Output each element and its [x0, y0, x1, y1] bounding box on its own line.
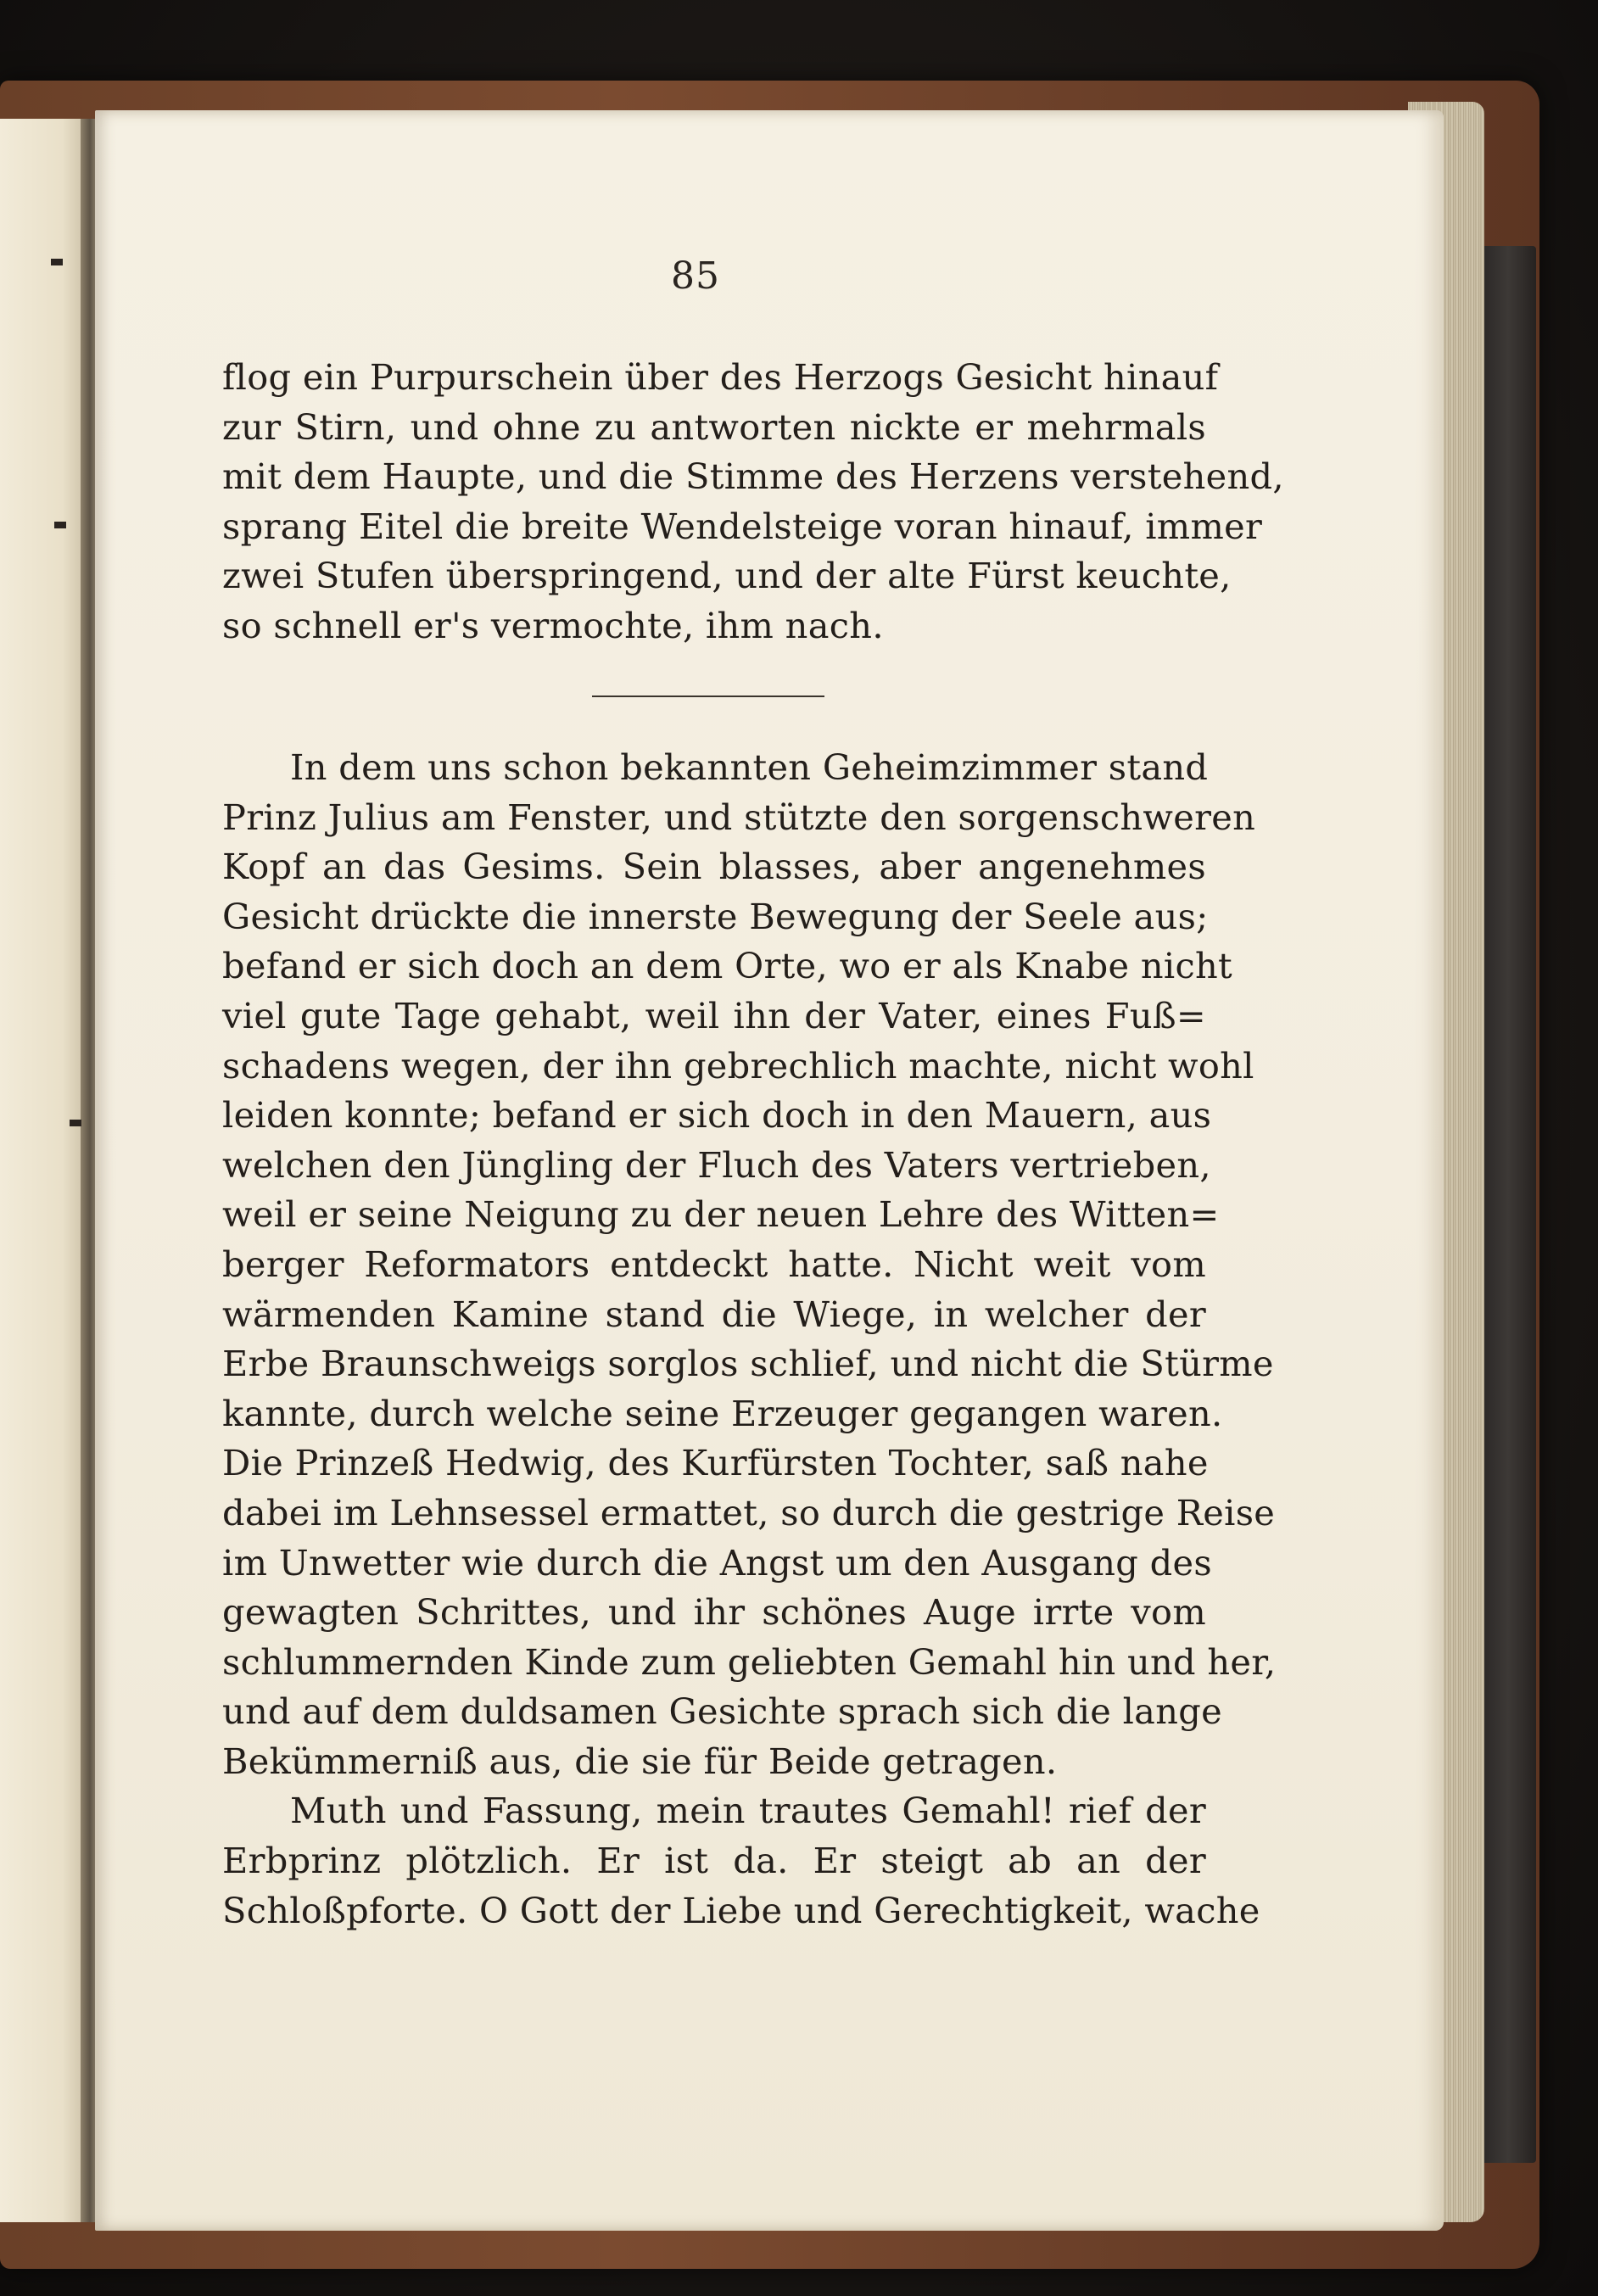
text-line: mit dem Haupte, und die Stimme des Herzens verstehend, — [222, 455, 1284, 498]
text-line: und auf dem duldsamen Gesichte sprach sich die lange — [222, 1690, 1222, 1733]
text-line: In dem uns schon bekannten Geheimzimmer stand — [290, 746, 1209, 788]
text-line: gewagten Schrittes, und ihr schönes Auge irrte vom — [222, 1591, 1206, 1634]
text-line: schlummernden Kinde zum geliebten Gemahl hin und her, — [222, 1640, 1277, 1683]
text-line: wärmenden Kamine stand die Wiege, in welcher der — [222, 1293, 1206, 1335]
text-line: weil er seine Neigung zu der neuen Lehre des Witten= — [222, 1193, 1220, 1236]
text-line: Gesicht drückte die innerste Bewegung der Seele aus; — [222, 895, 1209, 937]
text-line: im Unwetter wie durch die Angst um den Ausgang des — [222, 1541, 1212, 1584]
text-line: schadens wegen, der ihn gebrechlich machte, nicht wohl — [222, 1044, 1254, 1087]
page-number: 85 — [671, 254, 720, 298]
text-line: welchen den Jüngling der Fluch des Vaters vertrieben, — [222, 1143, 1211, 1186]
text-line: Muth und Fassung, mein trautes Gemahl! rief der — [290, 1790, 1206, 1832]
page-edge-mark — [70, 1120, 81, 1126]
book-spine — [1480, 246, 1536, 2163]
text-line: Schloßpforte. O Gott der Liebe und Gerechtigkeit, wache — [222, 1889, 1260, 1931]
text-line: flog ein Purpurschein über des Herzogs Gesicht hinauf — [222, 356, 1219, 398]
paragraph-2 — [222, 743, 1277, 1936]
text-line: so schnell er's vermochte, ihm nach. — [222, 604, 884, 646]
text-line: Die Prinzeß Hedwig, des Kurfürsten Tochter, saß nahe — [222, 1442, 1209, 1484]
text-line: viel gute Tage gehabt, weil ihn der Vater, eines Fuß= — [222, 994, 1206, 1036]
paragraph-1 — [222, 353, 1284, 651]
text-line: sprang Eitel die breite Wendelsteige voran hinauf, immer — [222, 505, 1263, 547]
text-line: zwei Stufen überspringend, und der alte Fürst keuchte, — [222, 555, 1232, 597]
text-line: zur Stirn, und ohne zu antworten nickte er mehrmals — [222, 405, 1206, 448]
text-line: leiden konnte; befand er sich doch in den Mauern, aus — [222, 1094, 1212, 1137]
text-line: Prinz Julius am Fenster, und stützte den sorgenschweren — [222, 796, 1256, 838]
page-edge-mark — [54, 522, 66, 528]
text-line: Kopf an das Gesims. Sein blasses, aber angenehmes — [222, 846, 1206, 888]
text-line: kannte, durch welche seine Erzeuger gegangen waren. — [222, 1392, 1223, 1434]
text-line: Erbprinz plötzlich. Er ist da. Er steigt ab an der — [222, 1840, 1206, 1882]
section-divider — [592, 696, 824, 697]
text-line: befand er sich doch an dem Orte, wo er als Knabe nicht — [222, 945, 1232, 987]
text-line: dabei im Lehnsessel ermattet, so durch die gestrige Reise — [222, 1491, 1276, 1533]
text-line: Bekümmerniß aus, die sie für Beide getragen. — [222, 1740, 1058, 1782]
text-line: Erbe Braunschweigs sorglos schlief, und nicht die Stürme — [222, 1343, 1274, 1385]
text-line: berger Reformators entdeckt hatte. Nicht weit vom — [222, 1243, 1206, 1285]
left-page — [0, 119, 89, 2222]
